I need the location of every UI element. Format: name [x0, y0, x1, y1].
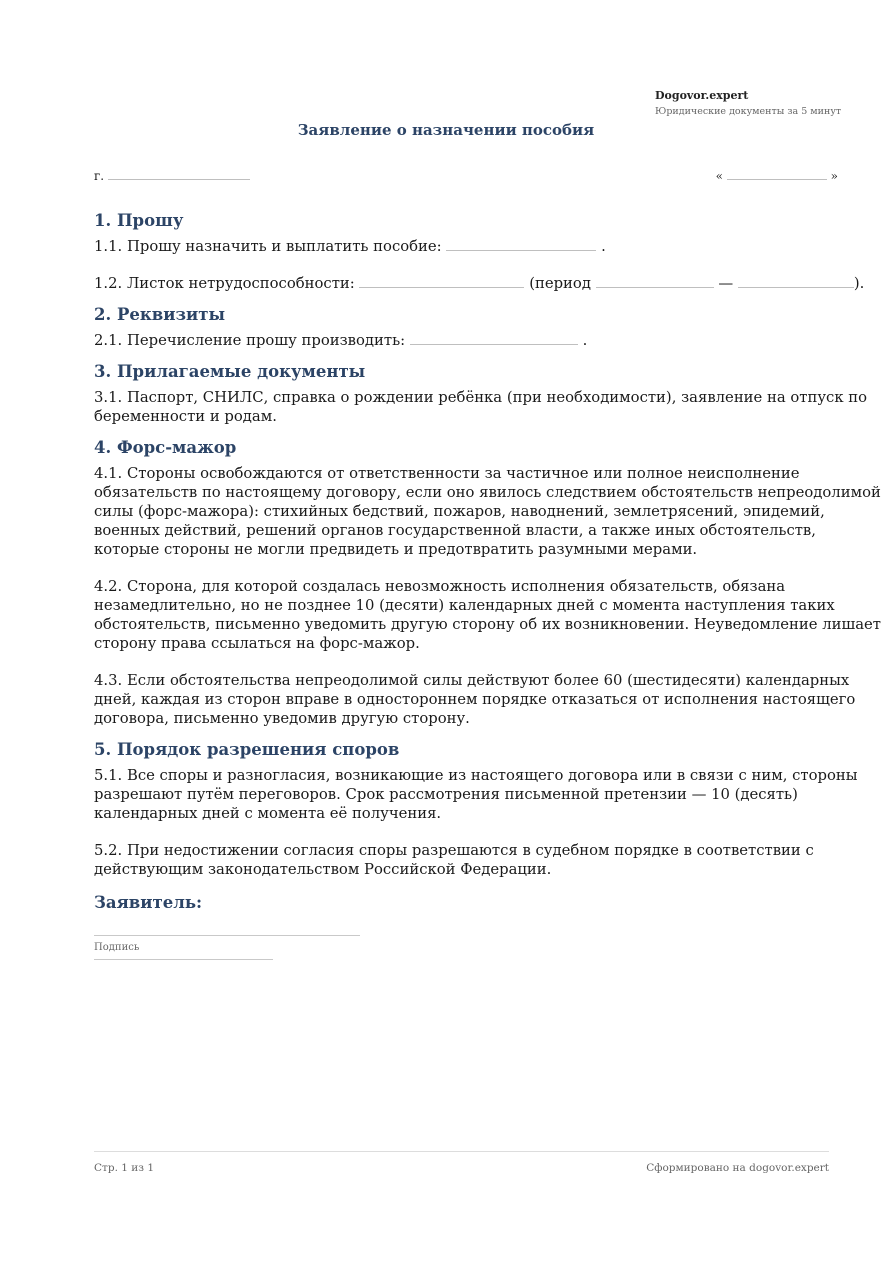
generated-by: Сформировано на dogovor.expert [646, 1162, 829, 1174]
paragraph-1-2: 1.2. Листок нетрудоспособности: (период — ). [94, 275, 865, 292]
section-force-majeure [94, 436, 884, 728]
signature-underline [94, 959, 273, 960]
footer-divider [94, 1151, 829, 1152]
brand-block [655, 88, 841, 119]
period-end-blank [738, 274, 854, 288]
section-attachments [94, 360, 884, 426]
section-heading: 5. Порядок разрешения споров [94, 740, 400, 759]
document-title: Заявление о назначении пособия [297, 121, 595, 139]
meta-row [94, 166, 838, 186]
page-counter: Стр. 1 из 1 [94, 1162, 155, 1174]
paragraph-5-1: 5.1. Все споры и разногласия, возникающие из настоящего договора или в связи с ним, стороны разрешают путём переговоров. Срок рассмотрения письменной претензии — 10 (десять) календарных дней с момента её получения. [94, 767, 858, 822]
applicant-heading: Заявитель: [94, 893, 203, 912]
city-field [94, 166, 250, 183]
signature-label: Подпись [94, 942, 140, 953]
payment-blank [410, 331, 578, 345]
date-open-quote: « [715, 169, 723, 183]
section-request [94, 209, 884, 293]
city-prefix: г. [94, 169, 105, 183]
paragraph-4-2: 4.2. Сторона, для которой создалась невозможность исполнения обязательств, обязана незамедлительно, но не позднее 10 (десяти) календарных дней с момента наступления таких обстоятельств, письменно уведомить другую сторону об их возникновении. Неуведомление лишает сторону права ссылаться на форс-мажор. [94, 578, 881, 652]
benefit-blank [446, 237, 596, 251]
paragraph-2-1: 2.1. Перечисление прошу производить: . [94, 332, 588, 349]
signature-line [94, 935, 360, 936]
paragraph-1-1: 1.1. Прошу назначить и выплатить пособие: . [94, 238, 606, 255]
date-field [716, 166, 838, 183]
paragraph-5-2: 5.2. При недостижении согласия споры разрешаются в судебном порядке в соответствии с действующим законодательством Российской Федерации. [94, 842, 814, 878]
period-start-blank [596, 274, 714, 288]
section-disputes [94, 738, 884, 879]
document-body [94, 209, 884, 960]
sick-leave-blank [359, 274, 524, 288]
city-blank [108, 166, 250, 180]
section-heading: 3. Прилагаемые документы [94, 362, 366, 381]
paragraph-4-1: 4.1. Стороны освобождаются от ответственности за частичное или полное неисполнение обязательств по настоящему договору, если оно явилось следствием обстоятельств непреодолимой силы (форс-мажора): стихийных бедствий, пожаров, наводнений, землетрясений, эпидемий, военных действий, решений органов государственной власти, а также иных обстоятельств, которые стороны не могли предвидеть и предотвратить разумными мерами. [94, 465, 881, 558]
paragraph-3-1: 3.1. Паспорт, СНИЛС, справка о рождении ребёнка (при необходимости), заявление на отпуск по беременности и родам. [94, 389, 868, 425]
date-close-quote: » [830, 169, 838, 183]
section-heading: 4. Форс-мажор [94, 438, 237, 457]
brand-name: Dogovor.expert [655, 89, 749, 102]
section-heading: 2. Реквизиты [94, 305, 226, 324]
date-blank [727, 166, 827, 180]
section-details [94, 303, 884, 350]
brand-tagline: Юридические документы за 5 минут [655, 106, 842, 117]
paragraph-4-3: 4.3. Если обстоятельства непреодолимой силы действуют более 60 (шестидесяти) календарных дней, каждая из сторон вправе в одностороннем порядке отказаться от исполнения настоящего договора, письменно уведомив другую сторону. [94, 672, 856, 727]
section-heading: 1. Прошу [94, 211, 184, 230]
